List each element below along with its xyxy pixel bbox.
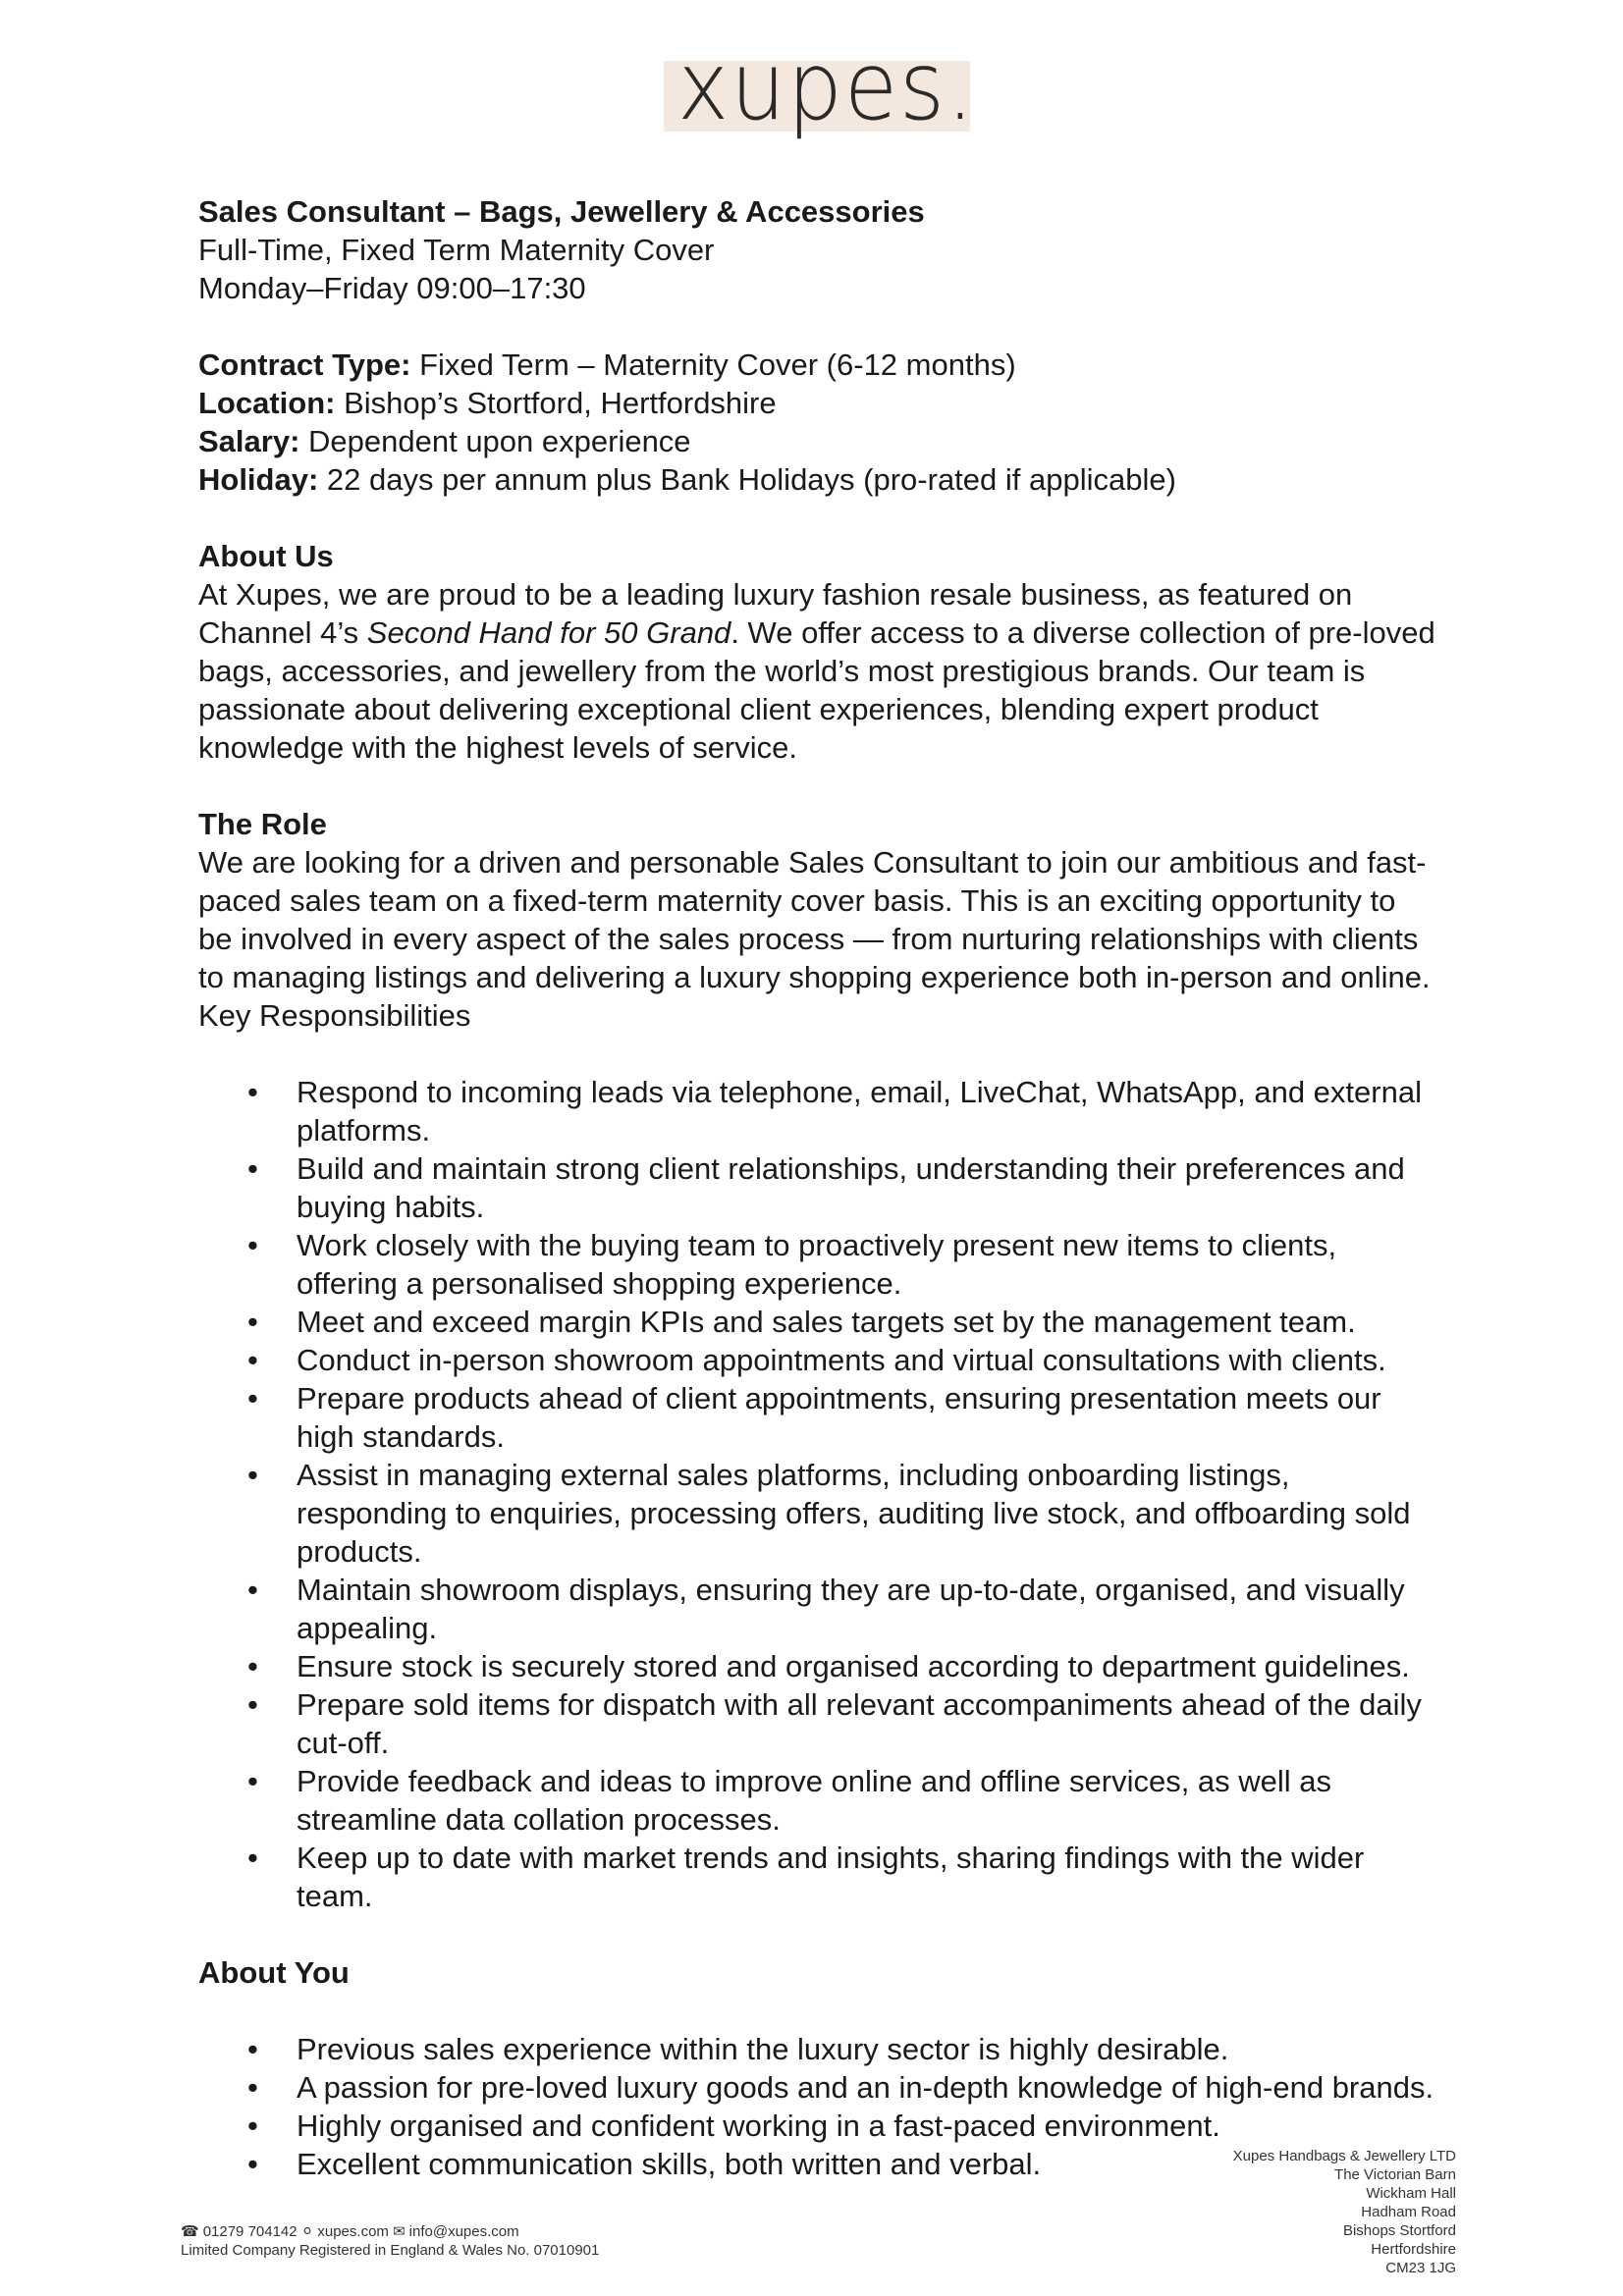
phone-icon: ☎: [181, 2223, 199, 2240]
globe-icon: ⚪: [300, 2223, 314, 2240]
list-item: • Maintain showroom displays, ensuring they are up-to-date, organised, and visually appealing.: [198, 1571, 1435, 1647]
footer-address: [1233, 2147, 1456, 2277]
about-you-heading: About You: [198, 1955, 350, 1990]
working-hours: Monday–Friday 09:00–17:30: [198, 271, 586, 305]
salary-label: Salary:: [198, 424, 300, 458]
address-line: CM23 1JG: [1385, 2260, 1456, 2276]
holiday: [198, 460, 1435, 499]
footer-phone: 01279 704142: [202, 2223, 298, 2240]
list-item: • Build and maintain strong client relationships, understanding their preferences and buying habits.: [198, 1149, 1435, 1226]
address-line: The Victorian Barn: [1334, 2166, 1456, 2183]
list-item: • Keep up to date with market trends and insights, sharing findings with the wider team.: [198, 1839, 1435, 1915]
list-item: • Prepare sold items for dispatch with all relevant accompaniments ahead of the daily cut-off.: [198, 1685, 1435, 1762]
contract-type: [198, 346, 1435, 384]
holiday-value: 22 days per annum plus Bank Holidays (pro-rated if applicable): [318, 462, 1176, 497]
role-text: We are looking for a driven and personable Sales Consultant to join our ambitious and fast-paced sales team on a fixed-term maternity cover basis. This is an exciting opportunity to be involved in every aspect of the sales process — from nurturing relationships with clients to managing listings and delivering a luxury shopping experience both in-person and online.: [198, 845, 1431, 994]
location-value: Bishop’s Stortford, Hertfordshire: [335, 386, 777, 420]
list-item: • Meet and exceed margin KPIs and sales targets set by the management team.: [198, 1303, 1435, 1341]
address-line: Hadham Road: [1361, 2204, 1456, 2220]
responsibilities-list: [198, 1073, 1435, 1915]
mail-icon: ✉: [393, 2223, 406, 2240]
key-responsibilities-heading: Key Responsibilities: [198, 998, 471, 1033]
job-title: Sales Consultant – Bags, Jewellery & Accessories: [198, 194, 925, 229]
list-item: • Provide feedback and ideas to improve online and offline services, as well as streamline data collation processes.: [198, 1762, 1435, 1839]
footer-registration: Limited Company Registered in England & Wales No. 07010901: [181, 2242, 600, 2259]
footer-website[interactable]: xupes.com: [317, 2223, 389, 2240]
role-heading: The Role: [198, 807, 327, 841]
list-item: • Highly organised and confident working in a fast-paced environment.: [198, 2107, 1435, 2145]
contract-type-value: Fixed Term – Maternity Cover (6-12 months): [410, 347, 1016, 382]
address-line: Xupes Handbags & Jewellery LTD: [1232, 2148, 1456, 2164]
footer-contact: [181, 2222, 599, 2260]
list-item: • Excellent communication skills, both written and verbal.: [198, 2145, 1435, 2183]
list-item: • A passion for pre-loved luxury goods and an in-depth knowledge of high-end brands.: [198, 2068, 1435, 2107]
holiday-label: Holiday:: [198, 462, 319, 497]
salary: [198, 422, 1435, 460]
location-label: Location:: [198, 386, 336, 420]
address-line: Bishops Stortford: [1342, 2222, 1456, 2239]
contract-type-label: Contract Type:: [198, 347, 411, 382]
about-us-text-a: At Xupes, we are proud to be a leading luxury fashion resale business, as featured on Channel 4’s: [198, 577, 1353, 650]
list-item: • Previous sales experience within the luxury sector is highly desirable.: [198, 2030, 1435, 2068]
about-us-text: [198, 575, 1435, 767]
about-us-heading: About Us: [198, 539, 334, 573]
employment-type: Full-Time, Fixed Term Maternity Cover: [198, 233, 715, 267]
list-item: • Respond to incoming leads via telephone, email, LiveChat, WhatsApp, and external platforms.: [198, 1073, 1435, 1149]
show-title: Second Hand for 50 Grand: [366, 615, 731, 650]
logo: xupes.: [677, 31, 976, 141]
address-line: Wickham Hall: [1366, 2185, 1456, 2202]
address-line: Hertfordshire: [1371, 2241, 1456, 2258]
document-body: [198, 192, 1435, 2183]
list-item: • Ensure stock is securely stored and organised according to department guidelines.: [198, 1647, 1435, 1685]
salary-value: Dependent upon experience: [299, 424, 691, 458]
location: [198, 384, 1435, 422]
list-item: • Work closely with the buying team to proactively present new items to clients, offering a personalised shopping experience.: [198, 1226, 1435, 1303]
list-item: • Prepare products ahead of client appointments, ensuring presentation meets our high standards.: [198, 1379, 1435, 1456]
list-item: • Assist in managing external sales platforms, including onboarding listings, responding to enquiries, processing offers, auditing live stock, and offboarding sold products.: [198, 1456, 1435, 1571]
list-item: • Conduct in-person showroom appointments and virtual consultations with clients.: [198, 1341, 1435, 1379]
footer-email[interactable]: info@xupes.com: [408, 2223, 519, 2240]
about-us-text-b: . We offer access to a diverse collection of pre-loved bags, accessories, and jewellery from the world’s most prestigious brands. Our team is passionate about delivering exceptional client experiences, blending expert product knowledge with the highest levels of service.: [198, 615, 1435, 765]
